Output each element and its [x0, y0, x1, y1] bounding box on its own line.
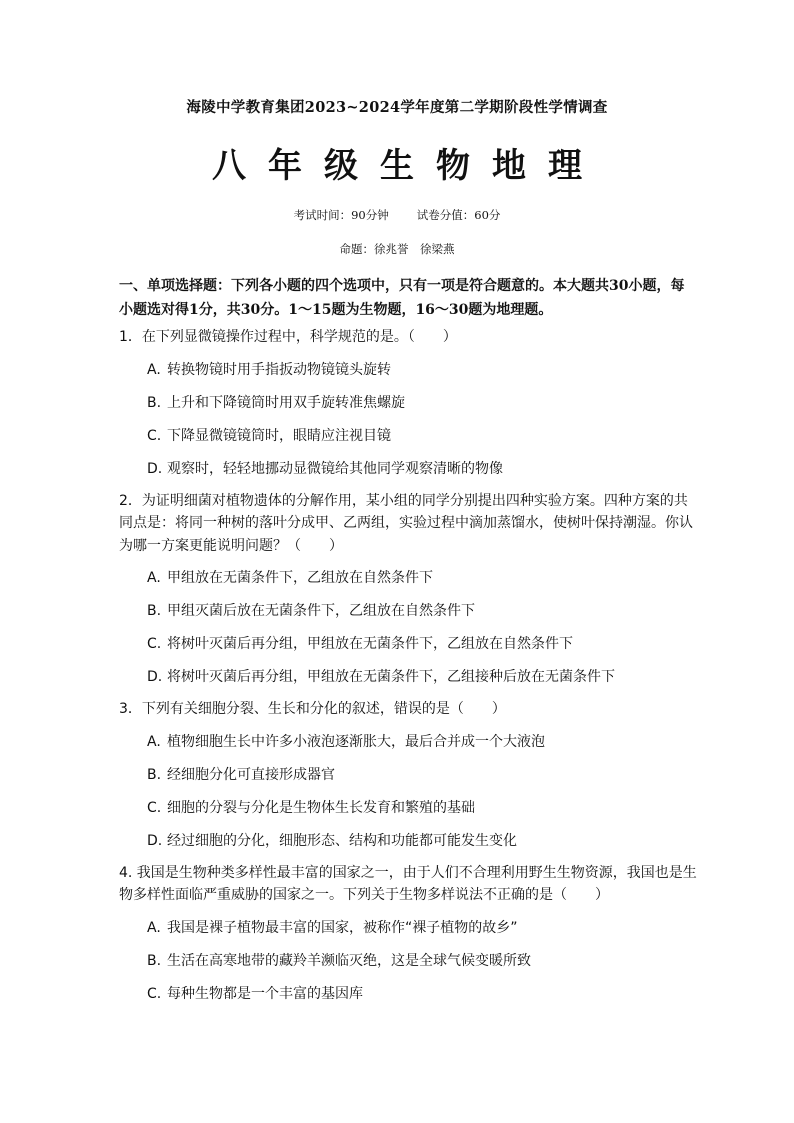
option-text: 生活在高寒地带的藏羚羊濒临灭绝，这是全球气候变暖所致	[167, 952, 531, 969]
option-a	[147, 358, 699, 382]
option-letter: B.	[147, 766, 162, 783]
option-text: 细胞的分裂与分化是生物体生长发育和繁殖的基础	[167, 799, 475, 816]
option-text: 观察时，轻轻地挪动显微镜给其他同学观察清晰的物像	[167, 460, 503, 477]
question-stem: 2．为证明细菌对植物遗体的分解作用，某小组的同学分别提出四种实验方案。四种方案的共同点是：将同一种树的落叶分成甲、乙两组，实验过程中滴加蒸馏水，使树叶保持潮湿。你认为哪一方案更能说明问题？（ ）	[119, 492, 693, 554]
option-a	[147, 916, 699, 940]
option-text: 植物细胞生长中许多小液泡逐渐胀大，最后合并成一个大液泡	[167, 733, 545, 750]
option-letter: A.	[147, 919, 161, 936]
option-b	[147, 949, 699, 973]
option-letter: B.	[147, 952, 162, 969]
page-title: 八年级生物地理	[212, 146, 604, 186]
option-letter: D.	[147, 669, 163, 685]
option-text: 甲组灭菌后放在无菌条件下，乙组放在自然条件下	[167, 603, 475, 619]
option-text: 我国是裸子植物最丰富的国家，被称作“裸子植物的故乡”	[167, 919, 518, 936]
option-a	[147, 730, 699, 754]
option-text: 将树叶灭菌后再分组，甲组放在无菌条件下，乙组接种后放在无菌条件下	[167, 669, 615, 685]
option-letter: B.	[147, 603, 162, 619]
option-d	[147, 665, 699, 689]
option-text: 经过细胞的分化，细胞形态、结构和功能都可能发生变化	[167, 832, 517, 849]
option-text: 下降显微镜镜筒时，眼睛应注视目镜	[167, 427, 391, 444]
option-a	[147, 566, 699, 590]
question-stem: 4. 我国是生物种类多样性最丰富的国家之一，由于人们不合理利用野生生物资源，我国也是生物多样性面临严重威胁的国家之一。下列关于生物多样说法不正确的是（ ）	[119, 864, 697, 903]
question-stem: 1．在下列显微镜操作过程中，科学规范的是。（ ）	[119, 329, 457, 345]
option-letter: A.	[147, 733, 161, 750]
question-list	[119, 326, 699, 1015]
option-c	[147, 982, 699, 1006]
option-letter: B.	[147, 394, 162, 411]
option-d	[147, 457, 699, 481]
question-3	[119, 698, 699, 853]
question-2	[119, 490, 699, 690]
option-letter: C.	[147, 985, 162, 1002]
option-c	[147, 632, 699, 656]
option-letter: C.	[147, 427, 162, 444]
option-c	[147, 796, 699, 820]
option-b	[147, 391, 699, 415]
paper-score: 试卷分值：60分	[416, 208, 501, 222]
authors: 命题：徐兆誉 徐梁燕	[339, 242, 455, 256]
exam-info	[0, 207, 794, 223]
option-text: 经细胞分化可直接形成器官	[167, 766, 335, 783]
exam-time: 考试时间：90分钟	[293, 208, 389, 222]
option-text: 每种生物都是一个丰富的基因库	[167, 985, 363, 1002]
option-letter: C.	[147, 799, 162, 816]
option-letter: D.	[147, 832, 163, 849]
option-text: 转换物镜时用手指扳动物镜镜头旋转	[167, 361, 391, 378]
option-b	[147, 763, 699, 787]
option-d	[147, 829, 699, 853]
option-text: 上升和下降镜筒时用双手旋转准焦螺旋	[167, 394, 405, 411]
option-text: 甲组放在无菌条件下，乙组放在自然条件下	[167, 570, 433, 586]
option-letter: D.	[147, 460, 163, 477]
option-letter: A.	[147, 361, 161, 378]
option-c	[147, 424, 699, 448]
option-letter: C.	[147, 636, 162, 652]
school-header: 海陵中学教育集团2023~2024学年度第二学期阶段性学情调查	[186, 99, 608, 116]
option-b	[147, 599, 699, 623]
option-text: 将树叶灭菌后再分组，甲组放在无菌条件下，乙组放在自然条件下	[167, 636, 573, 652]
option-letter: A.	[147, 570, 161, 586]
question-1	[119, 326, 699, 481]
section-instructions: 一、单项选择题：下列各小题的四个选项中，只有一项是符合题意的。本大题共30小题，每小题选对得1分，共30分。1～15题为生物题，16～30题为地理题。	[119, 278, 685, 318]
question-stem: 3．下列有关细胞分裂、生长和分化的叙述，错误的是（ ）	[119, 701, 506, 717]
question-4	[119, 862, 699, 1006]
